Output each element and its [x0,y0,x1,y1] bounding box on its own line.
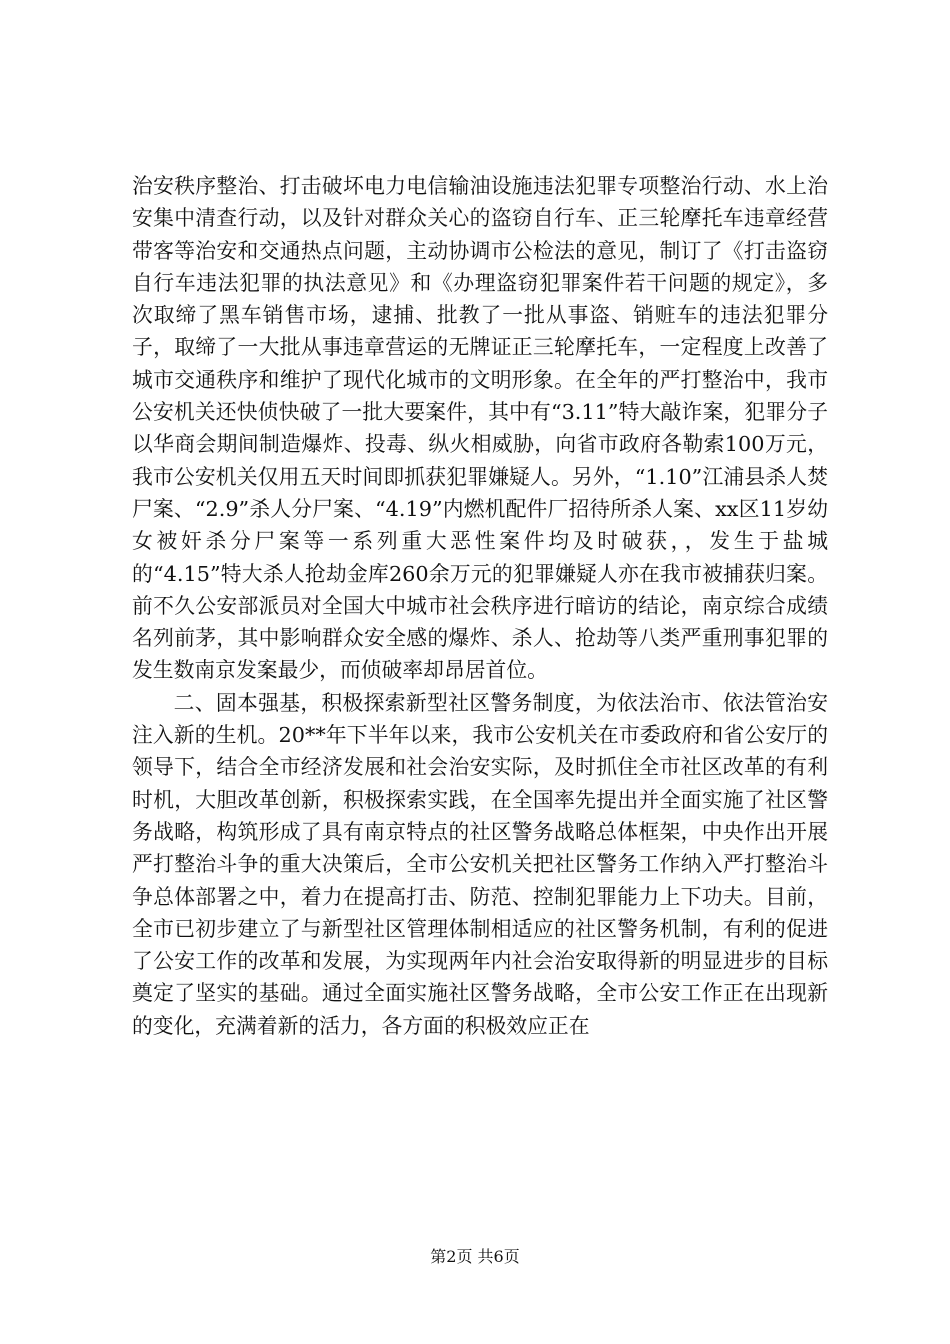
paragraph-1: 治安秩序整治、打击破坏电力电信输油设施违法犯罪专项整治行动、水上治安集中清查行动，以及针对群众关心的盗窃自行车、正三轮摩托车违章经营带客等治安和交通热点问题，主动协调市公检法的意见，制订了《打击盗窃自行车违法犯罪的执法意见》和《办理盗窃犯罪案件若干问题的规定》，多次取缔了黑车销售市场，逮捕、批教了一批从事盗、销赃车的违法犯罪分子，取缔了一大批从事违章营运的无牌证正三轮摩托车，一定程度上改善了城市交通秩序和维护了现代化城市的文明形象。在全年的严打整治中，我市公安机关还快侦快破了一批大要案件，其中有“3.11”特大敲诈案，犯罪分子以华商会期间制造爆炸、投毒、纵火相威胁，向省市政府各勒索100万元，我市公安机关仅用五天时间即抓获犯罪嫌疑人。另外，“1.10”江浦县杀人焚尸案、“2.9”杀人分尸案、“4.19”内燃机配件厂招待所杀人案、xx区11岁幼女被奸杀分尸案等一系列重大恶性案件均及时破获，，发生于盐城的“4.15”特大杀人抢劫金库260余万元的犯罪嫌疑人亦在我市被捕获归案。前不久公安部派员对全国大中城市社会秩序进行暗访的结论，南京综合成绩名列前茅，其中影响群众安全感的爆炸、杀人、抢劫等八类严重刑事犯罪的发生数南京发案最少，而侦破率却昂居首位。 [132,174,828,683]
document-body [132,170,828,1042]
page-footer: 第2页 共6页 [430,1247,520,1266]
paragraph-2: 二、固本强基，积极探索新型社区警务制度，为依法治市、依法管治安注入新的生机。20**年下半年以来，我市公安机关在市委政府和省公安厅的领导下，结合全市经济发展和社会治安实际，及时抓住全市社区改革的有利时机，大胆改革创新，积极探索实践，在全国率先提出并全面实施了社区警务战略，构筑形成了具有南京特点的社区警务战略总体框架，中央作出开展严打整治斗争的重大决策后，全市公安机关把社区警务工作纳入严打整治斗争总体部署之中，着力在提高打击、防范、控制犯罪能力上下功夫。目前，全市已初步建立了与新型社区管理体制相适应的社区警务机制，有利的促进了公安工作的改革和发展，为实现两年内社会治安取得新的明显进步的目标奠定了坚实的基础。通过全面实施社区警务战略，全市公安工作正在出现新的变化，充满着新的活力，各方面的积极效应正在 [132,690,828,1038]
